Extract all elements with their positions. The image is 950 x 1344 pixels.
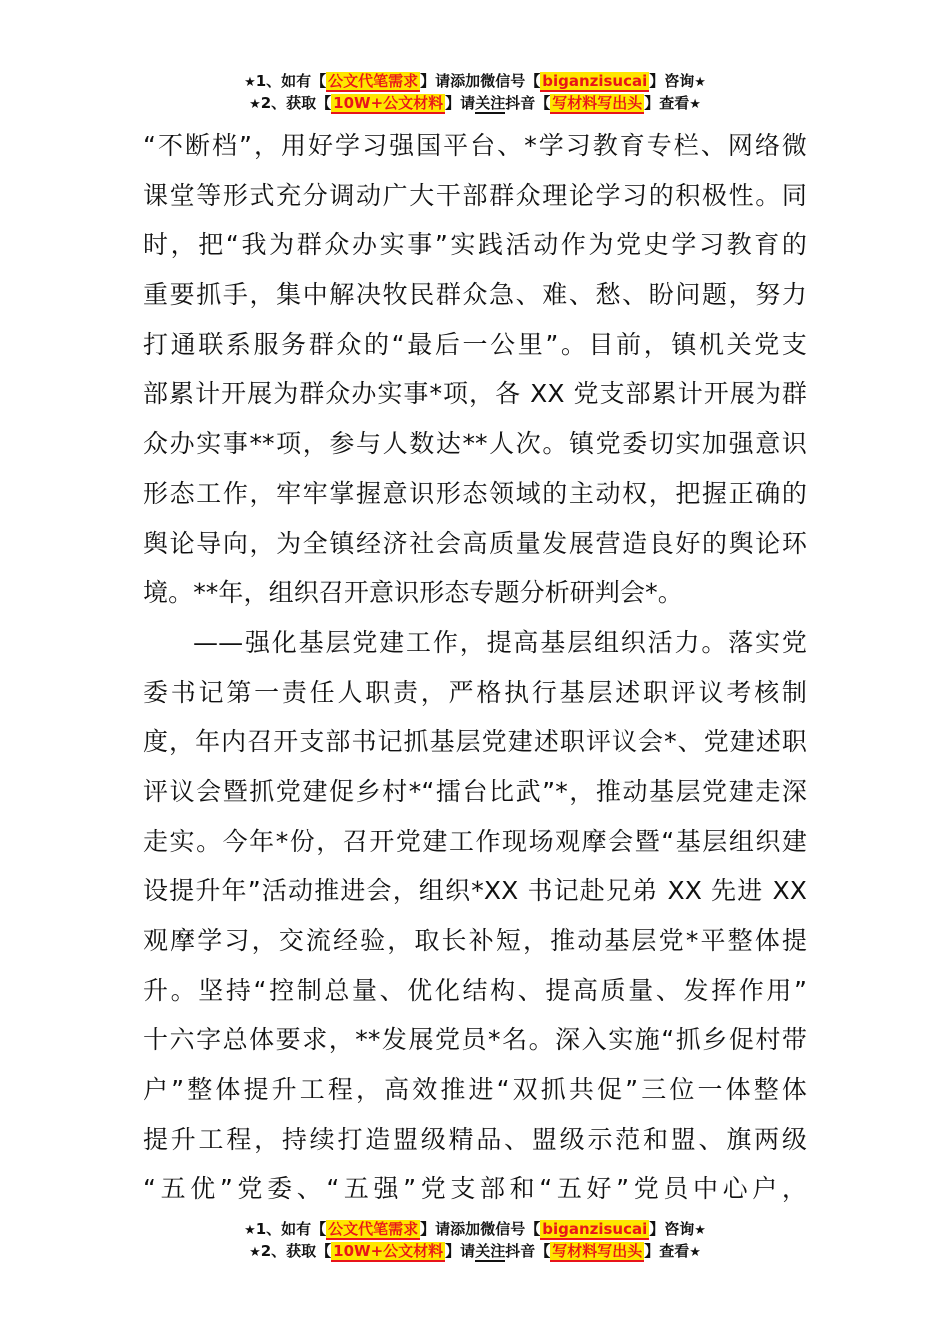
body-line: 部累计开展为群众办实事*项，各 XX 党支部累计开展为群	[143, 379, 807, 409]
banner-line-2: ★2、获取【 10W+公文材料 】请关注抖音【 写材料写出头 】查看★	[249, 94, 701, 112]
star-icon: ★	[249, 1245, 261, 1260]
footer-banner	[0, 1218, 950, 1262]
banner-line-1: ★1、如有【 公文代笔需求 】请添加微信号【 biganzisucai 】咨询★	[244, 1220, 706, 1238]
body-line: 重要抓手，集中解决牧民群众急、难、愁、盼问题，努力	[143, 280, 807, 310]
body-line: 评议会暨抓党建促乡村*“擂台比武”*，推动基层党建走深	[143, 776, 807, 806]
body-line: 走实。今年*份，召开党建工作现场观摩会暨“基层组织建	[143, 826, 807, 856]
highlight-tag: 公文代笔需求	[328, 1220, 419, 1238]
paragraph-start-line: ——强化基层党建工作，提高基层组织活力。落实党	[193, 627, 807, 657]
douyin-id-tag: 写材料写出头	[552, 1242, 643, 1260]
highlight-tag: 10W+公文材料	[333, 94, 444, 112]
star-icon: ★	[694, 75, 706, 90]
star-icon: ★	[694, 1223, 706, 1238]
body-line: 观摩学习，交流经验，取长补短，推动基层党*平整体提	[143, 926, 807, 955]
body-line: 十六字总体要求，**发展党员*名。深入实施“抓乡促村带	[143, 1025, 807, 1055]
body-line: 众办实事**项，参与人数达**人次。镇党委切实加强意识	[143, 429, 807, 459]
highlight-tag: 10W+公文材料	[333, 1242, 444, 1260]
body-line: 委书记第一责任人职责，严格执行基层述职评议考核制	[143, 677, 807, 707]
body-line: 时，把“我为群众办实事”实践活动作为党史学习教育的	[143, 230, 807, 260]
star-icon: ★	[244, 75, 256, 90]
star-icon: ★	[244, 1223, 256, 1238]
banner-line-2: ★2、获取【 10W+公文材料 】请关注抖音【 写材料写出头 】查看★	[249, 1242, 701, 1260]
body-line: “不断档”，用好学习强国平台、*学习教育专栏、网络微	[143, 131, 807, 160]
body-line: 设提升年”活动推进会，组织*XX 书记赴兄弟 XX 先进 XX	[143, 876, 807, 906]
body-line: 提升工程，持续打造盟级精品、盟级示范和盟、旗两级	[143, 1124, 807, 1154]
highlight-tag: 公文代笔需求	[328, 72, 419, 90]
header-banner	[0, 70, 950, 114]
body-line: 舆论导向，为全镇经济社会高质量发展营造良好的舆论环	[143, 528, 807, 558]
star-icon: ★	[689, 97, 701, 112]
body-line: 打通联系服务群众的“最后一公里”。目前，镇机关党支	[143, 329, 807, 359]
document-body	[143, 121, 807, 1214]
wechat-id-tag: biganzisucai	[542, 1220, 648, 1238]
wechat-id-tag: biganzisucai	[542, 72, 648, 90]
star-icon: ★	[689, 1245, 701, 1260]
star-icon: ★	[249, 97, 261, 112]
body-line: “五优”党委、“五强”党支部和“五好”党员中心户，	[143, 1174, 807, 1204]
body-line: 境。**年，组织召开意识形态专题分析研判会*。	[143, 578, 683, 608]
body-line: 户”整体提升工程，高效推进“双抓共促”三位一体整体	[143, 1075, 807, 1105]
body-line: 形态工作，牢牢掌握意识形态领域的主动权，把握正确的	[143, 478, 807, 508]
body-line: 度，年内召开支部书记抓基层党建述职评议会*、党建述职	[143, 727, 807, 757]
body-line: 课堂等形式充分调动广大干部群众理论学习的积极性。同	[143, 180, 807, 210]
banner-line-1: ★1、如有【 公文代笔需求 】请添加微信号【 biganzisucai 】咨询★	[244, 72, 706, 90]
douyin-id-tag: 写材料写出头	[552, 94, 643, 112]
body-line: 升。坚持“控制总量、优化结构、提高质量、发挥作用”	[143, 975, 807, 1005]
